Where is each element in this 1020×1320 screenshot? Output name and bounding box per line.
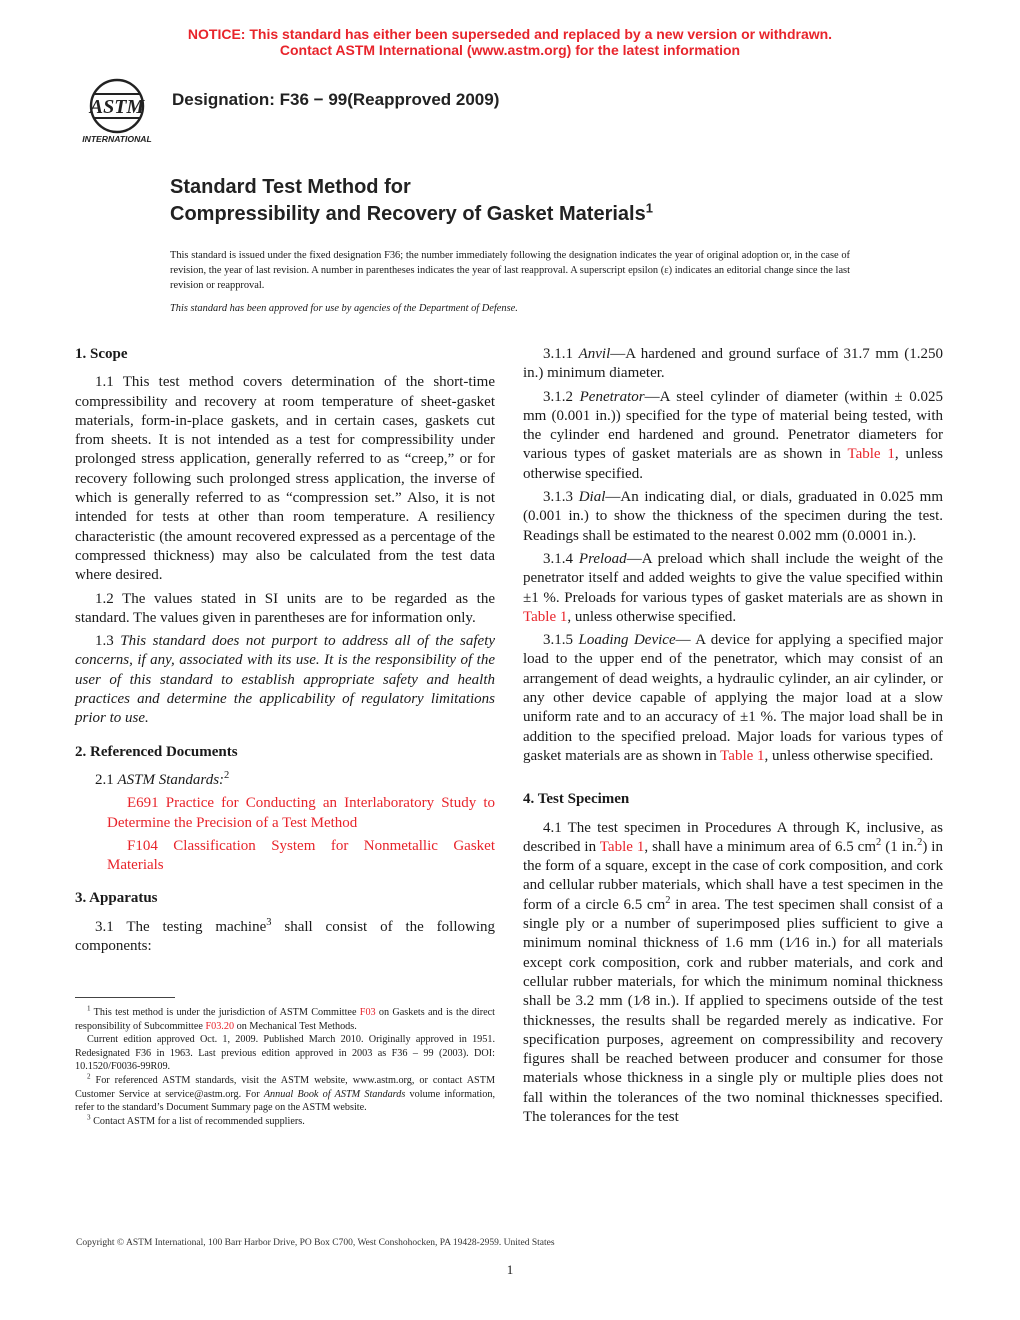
footnote-divider (75, 997, 175, 998)
section-heading-test-specimen: 4. Test Specimen (523, 791, 630, 808)
safety-statement: This standard does not purport to address all of the safety concerns, if any, associated with its use. It is the responsibility of the user of this standard to establish appropriate safety and health practices and determine the applicability of regulatory limitations prior to use. (75, 633, 496, 727)
term: Penetrator (579, 388, 645, 405)
table-1-link[interactable]: Table 1 (847, 446, 895, 463)
designation: Designation: F36 − 99(Reapproved 2009) (172, 90, 500, 109)
apparatus-paragraph-3-1-2 (523, 388, 943, 484)
text-run: , unless otherwise specified. (764, 747, 934, 764)
withdrawal-notice (0, 26, 1020, 58)
text-run: on Mechanical Test Methods. (234, 1020, 357, 1032)
text-run: —A preload which shall include the weight of the penetrator itself and added weights to give the value specified within ±1 %. Preloads for various types of gasket materials are as shown in (523, 550, 944, 606)
text-run: For referenced ASTM standards, visit the ASTM website, www.astm.org, or contact ASTM Customer Service at service@astm.org. For (75, 1074, 495, 1100)
term: Anvil (578, 346, 611, 362)
text-run: , unless otherwise specified. (567, 608, 737, 625)
text-run: —A hardened and ground surface of 31.7 mm (1.250 in.) minimum diameter. (523, 346, 944, 382)
paragraph-number: 3.1.4 (543, 550, 579, 567)
text-run: in area. The test specimen shall consist of a single ply or a number of superimposed plies sufficient to give a minimum nominal thickness of 1.6 mm (1⁄16 in.) for all materials except cork composition, cork and rubber materials, and cork and cellular rubber materials, for which the minimum nominal thickness shall be 3.2 mm (1⁄8 in.). If applied to specimens outside of the test thicknesses, the results shall be regarded merely as indicative. For specification purposes, agreement on compressibility and recovery figures shall be reached between producer and consumer for those materials whose thickness in a single ply or multiple plies does not fall within the tolerances of the two nominal thicknesses specified. The tolerances for the test (523, 896, 943, 1125)
title-line-2: Compressibility and Recovery of Gasket Materials (170, 203, 646, 225)
paragraph-number: 3.1.3 (543, 489, 579, 506)
text-run: , unless otherwise specified. (523, 446, 944, 482)
paragraph-number: 3.1.2 (543, 388, 580, 405)
section-heading-apparatus: 3. Apparatus (75, 890, 158, 907)
paragraph-number: 1.3 (95, 633, 121, 650)
page-number: 1 (506, 1262, 514, 1277)
section-heading-scope: 1. Scope (75, 346, 128, 362)
issued-note: This standard is issued under the fixed designation F36; the number immediately following the designation indicates the year of original adoption or, in the case of revision, the year of last revision. A number in parentheses indicates the year of last reapproval. A superscript epsilon (ε) indicates an editorial change since the last revision or reapproval. (170, 250, 850, 291)
text-run: —An indicating dial, or dials, graduated in 0.025 mm (0.001 in.) to show the thickness of the specimen during the test. Readings shall be estimated to the nearest 0.002 mm (0.0001 in.). (523, 489, 943, 544)
apparatus-paragraph-3-1-3 (523, 488, 943, 546)
text-run: 3.1 The testing machine (95, 918, 267, 935)
footnote-3 (75, 1115, 495, 1129)
notice-line-1: NOTICE: This standard has either been superseded and replaced by a new version or withdrawn. (187, 26, 833, 42)
apparatus-paragraph-3-1 (75, 918, 495, 957)
right-column (523, 345, 943, 1131)
footnote-mark: 2 (87, 1072, 91, 1081)
footnote-2 (75, 1074, 495, 1115)
text-run: shall consist of the following components: (75, 918, 495, 955)
text-run: Annual Book of ASTM Standards (263, 1088, 406, 1100)
scope-paragraph-1-1: 1.1 This test method covers determination of the short-time compressibility and recovery at room temperature of sheet-gasket materials, form-in-place gaskets, and in certain cases, gaskets cut from sheets. It is not intended as a test for compressibility under prolonged stress application, generally referred to as “creep,” or for recovery following such prolonged stress application, the inverse of which is generally referred to as “compression set.” Also, it is not intended for tests at other than room temperature. A resiliency characteristic (the amount recovered expressed as a percentage of the compressed thickness) may also be calculated from the test data where desired. (75, 374, 495, 584)
table-1-link[interactable]: Table 1 (599, 838, 645, 855)
text-run: This test method is under the jurisdiction of ASTM Committee (90, 1007, 360, 1018)
reference-link-e691[interactable]: E691 Practice for Conducting an Interlaboratory Study to Determine the Precision of a Test Method (107, 795, 495, 831)
apparatus-paragraph-3-1-1 (523, 345, 943, 384)
document-title (170, 174, 653, 228)
text-run: on Gaskets and is the direct responsibility of Subcommittee (75, 1007, 495, 1032)
term: Loading Device (578, 632, 676, 649)
footnote-mark: 1 (87, 1004, 91, 1013)
notice-line-2: Contact ASTM International (www.astm.org) for the latest information (279, 42, 741, 58)
title-footnote-mark: 1 (645, 200, 653, 216)
scope-paragraph-1-3 (75, 632, 495, 728)
paragraph-number: 3.1.5 (543, 632, 579, 649)
astm-standards-label: ASTM Standards: (117, 771, 225, 788)
astm-logo-icon (74, 76, 160, 146)
apparatus-paragraph-3-1-5 (523, 631, 943, 766)
footnotes (75, 1006, 495, 1128)
paragraph-number: 3.1.1 (543, 346, 579, 362)
term: Dial (578, 489, 606, 506)
subcommittee-link-f03-20[interactable]: F03.20 (205, 1020, 235, 1032)
superscript: 2 (876, 836, 882, 848)
footnote-1-edition: Current edition approved Oct. 1, 2009. Published March 2010. Originally approved in 1951. Redesignated F36 in 1963. Last previous edition approved in 2003 as F36 – 99 (2003). DOI: 10.1520/F0036-99R09. (75, 1034, 495, 1073)
logo-text: ASTM (89, 96, 145, 118)
committee-link-f03[interactable]: F03 (359, 1007, 376, 1018)
text-run: (1 in. (881, 838, 918, 855)
referenced-paragraph-2-1 (75, 771, 495, 790)
paragraph-number: 2.1 (95, 771, 118, 788)
copyright-line: Copyright © ASTM International, 100 Barr Harbor Drive, PO Box C700, West Conshohocken, PA 19428-2959. United States (76, 1238, 555, 1248)
text-run: volume information, refer to the standard’s Document Summary page on the ASTM website. (75, 1088, 495, 1114)
footnote-mark: 2 (224, 769, 230, 781)
reference-link-f104[interactable]: F104 Classification System for Nonmetallic Gasket Materials (107, 837, 495, 874)
scope-paragraph-1-2: 1.2 The values stated in SI units are to be regarded as the standard. The values given in parentheses are for information only. (75, 590, 495, 626)
footnote-1 (75, 1006, 495, 1033)
table-1-link[interactable]: Table 1 (523, 608, 568, 625)
superscript: 2 (665, 894, 671, 906)
text-run: 4.1 The test specimen in Procedures A through K, inclusive, as described in (523, 819, 943, 855)
text-run: Contact ASTM for a list of recommended suppliers. (90, 1115, 305, 1127)
footnote-mark: 3 (87, 1113, 91, 1122)
apparatus-paragraph-3-1-4 (523, 550, 943, 627)
text-run: ) in the form of a square, except in the case of cork composition, and cork and cellular rubber materials, which shall have a test specimen in the form of a circle 6.5 cm (523, 838, 943, 913)
section-heading-referenced-documents: 2. Referenced Documents (75, 743, 238, 760)
superscript: 2 (917, 836, 923, 848)
logo-subtitle: INTERNATIONAL (82, 134, 152, 144)
footnote-mark: 3 (266, 916, 272, 928)
approved-note: This standard has been approved for use by agencies of the Department of Defense. (170, 303, 518, 314)
left-column (75, 345, 495, 960)
text-run: — A device for applying a specified major load to the upper end of the penetrator, which may consist of an arrangement of dead weights, a hydraulic cylinder, an air cylinder, or any other device capable of applying the major load at a slow uniform rate and to an accuracy of ±1 %. The major load shall be in addition to the specified preload. Major loads for various types of gasket materials are as shown in (523, 632, 944, 764)
table-1-link[interactable]: Table 1 (720, 747, 765, 764)
specimen-paragraph-4-1 (523, 819, 943, 1128)
title-line-1: Standard Test Method for (170, 176, 411, 198)
text-run: —A steel cylinder of diameter (within ± 0.025 mm (0.001 in.)) specified for the type of material being tested, with the cylinder end hardened and ground. Penetrator diameters for various types of gasket materials are as shown in (523, 388, 944, 463)
text-run: , shall have a minimum area of 6.5 cm (644, 838, 876, 855)
term: Preload (578, 550, 627, 567)
